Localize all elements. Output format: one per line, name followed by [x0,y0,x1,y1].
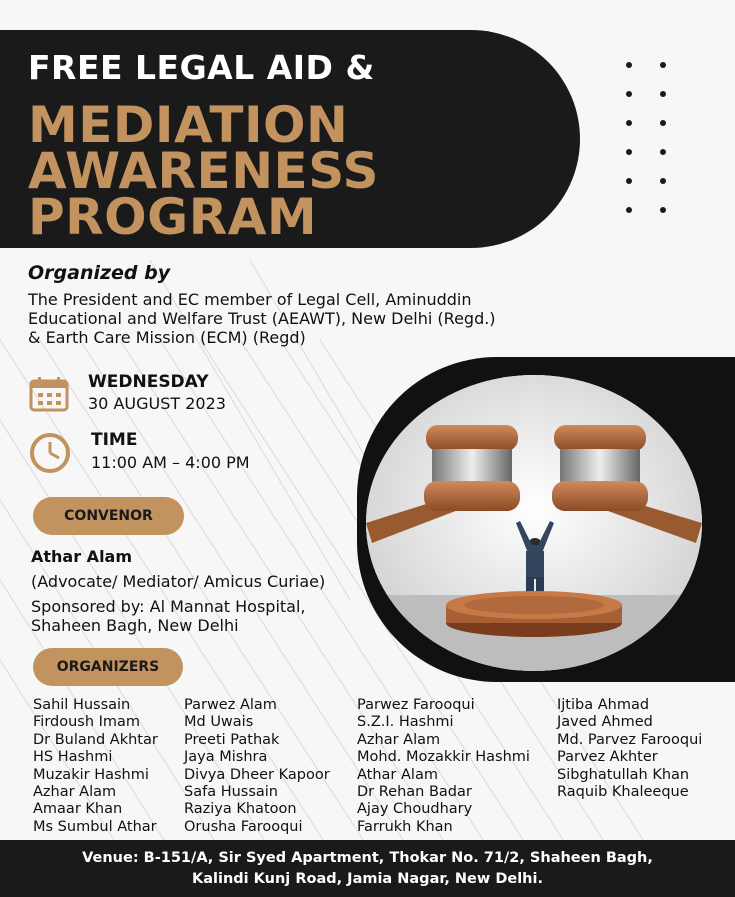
calendar-icon [29,376,69,416]
organizer-name: Orusha Farooqui [184,818,303,835]
event-date: 30 AUGUST 2023 [88,394,226,413]
venue-line: Venue: B-151/A, Sir Syed Apartment, Thokar No. 71/2, Shaheen Bagh, [82,850,653,866]
organizer-name: Parwez Alam [184,697,277,713]
organized-line: & Earth Care Mission (ECM) (Regd) [28,328,306,347]
title-line-4: PROGRAM [28,188,318,246]
organizer-name: Parwez Farooqui [357,697,475,713]
title-line-2: MEDIATION [28,96,349,154]
organizer-name: Sibghatullah Khan [557,766,690,783]
organizer-name: Athar Alam [357,766,438,783]
organized-by-heading: Organized by [28,262,171,284]
organizer-name: Md Uwais [184,714,254,731]
organized-by-text [28,290,648,347]
organizer-name: Dr Rehan Badar [357,783,472,800]
time-value: 11:00 AM – 4:00 PM [91,453,250,472]
organizer-name: Javed Ahmed [557,714,653,731]
organizer-name: Divya Dheer Kapoor [184,766,330,783]
clock-icon [29,432,71,478]
organizer-name: HS Hashmi [33,749,113,766]
convenor-role: (Advocate/ Mediator/ Amicus Curiae) [31,572,326,591]
organizer-name: Md. Parvez Farooqui [557,731,703,748]
sponsor-line: Shaheen Bagh, New Delhi [31,616,239,635]
organizer-name: Raziya Khatoon [184,801,297,818]
title-line-1: FREE LEGAL AID & [28,48,375,87]
organizers-badge: ORGANIZERS [33,648,183,686]
organizer-name: S.Z.I. Hashmi [357,714,454,731]
organizer-name: Raquib Khaleeque [557,783,689,800]
organizer-name: Dr Buland Akhtar [33,731,158,748]
venue-footer [0,840,735,897]
organizer-name: Ms Sumbul Athar [33,818,157,835]
organized-line: The President and EC member of Legal Cell, Aminuddin [28,290,472,309]
event-day: WEDNESDAY [88,372,209,392]
organizer-name: Parvez Akhter [557,749,658,766]
organizers-column-3 [357,697,530,836]
organizer-name: Preeti Pathak [184,731,280,748]
organizers-column-2 [184,697,330,836]
organizer-name: Ijtiba Ahmad [557,697,650,713]
venue-line: Kalindi Kunj Road, Jamia Nagar, New Delhi. [192,871,543,887]
organizer-name: Muzakir Hashmi [33,766,149,783]
organizer-name: Azhar Alam [33,783,117,800]
gavel-illustration [366,375,702,671]
organizer-name: Safa Hussain [184,783,278,800]
organizer-name: Farrukh Khan [357,818,453,835]
organizer-name: Ajay Choudhary [357,801,473,818]
organizer-name: Amaar Khan [33,801,123,818]
title-line-3: AWARENESS [28,142,379,200]
organizers-column-4 [557,697,702,801]
organizers-column-1 [33,697,158,836]
time-label: TIME [91,430,138,450]
sponsor-text [31,597,306,635]
organizer-name: Mohd. Mozakkir Hashmi [357,749,530,766]
decorative-dots [626,62,676,222]
sponsor-line: Sponsored by: Al Mannat Hospital, [31,597,306,616]
organizer-name: Firdoush Imam [33,714,141,731]
convenor-name: Athar Alam [31,547,133,566]
organizer-name: Azhar Alam [357,731,441,748]
convenor-badge: CONVENOR [33,497,184,535]
organized-line: Educational and Welfare Trust (AEAWT), New Delhi (Regd.) [28,309,496,328]
organizer-name: Sahil Hussain [33,697,131,713]
organizer-name: Jaya Mishra [184,749,268,766]
